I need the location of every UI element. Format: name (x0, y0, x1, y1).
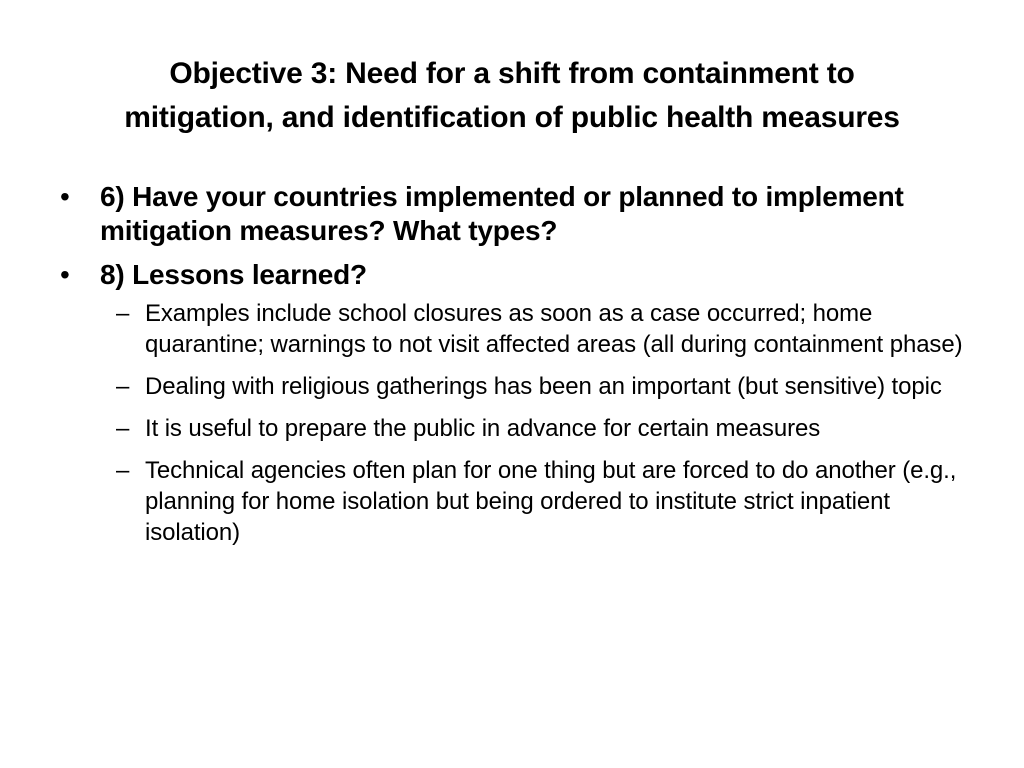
slide-content (58, 180, 978, 559)
bullet-text: 8) Lessons learned? (100, 259, 367, 290)
slide-title (40, 52, 984, 140)
sub-bullet-text: Dealing with religious gatherings has been an important (but sensitive) topic (145, 373, 942, 400)
dash-marker: – (116, 457, 130, 484)
sub-bullet-item (116, 455, 978, 548)
sub-bullet-text: Technical agencies often plan for one thing but are forced to do another (e.g., planning for home isolation but being ordered to institute strict inpatient isolation) (145, 457, 957, 546)
slide-title-line-2: mitigation, and identification of public health measures (124, 101, 900, 134)
dash-marker: – (116, 300, 130, 327)
sub-bullet-item (116, 298, 978, 360)
sub-bullet-text: It is useful to prepare the public in advance for certain measures (145, 415, 821, 442)
bullet-marker: • (60, 259, 70, 290)
bullet-text: 6) Have your countries implemented or planned to implement mitigation measures? What types? (100, 181, 904, 246)
bullet-item-question-8 (58, 258, 978, 292)
sub-bullet-text: Examples include school closures as soon as a case occurred; home quarantine; warnings to not visit affected areas (all during containment phase) (145, 300, 963, 358)
sub-bullet-item (116, 413, 978, 444)
lessons-learned-list (116, 298, 978, 548)
dash-marker: – (116, 415, 130, 442)
bullet-marker: • (60, 181, 70, 212)
bullet-item-question-6 (58, 180, 978, 248)
dash-marker: – (116, 373, 130, 400)
slide-title-line-1: Objective 3: Need for a shift from containment to (169, 57, 855, 90)
sub-bullet-item (116, 371, 978, 402)
